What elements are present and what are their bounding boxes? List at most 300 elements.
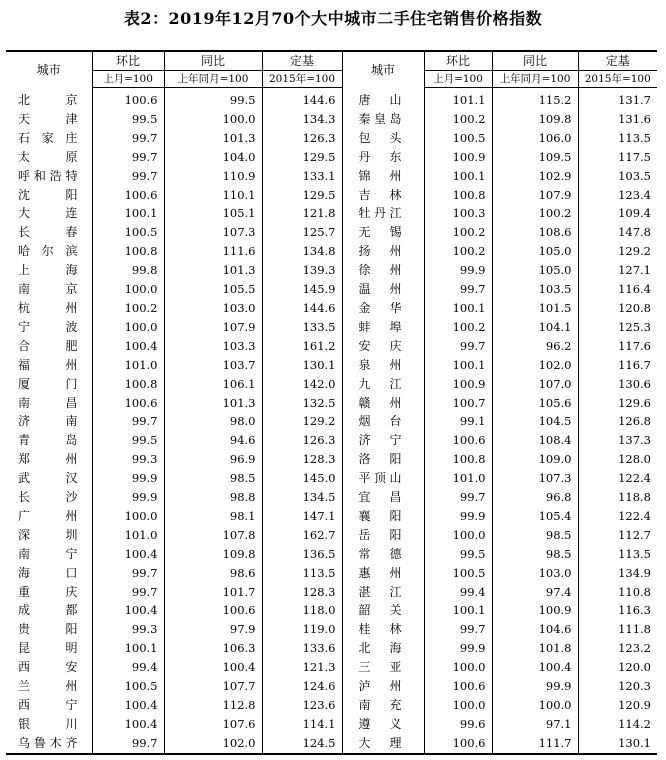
- left-mom-index: 100.5: [92, 223, 164, 242]
- table-row: [6, 167, 657, 186]
- right-city-name: 无锡: [342, 223, 424, 242]
- right-mom-index: 99.1: [424, 412, 492, 431]
- table-row: [6, 186, 657, 205]
- right-mom-index: 99.7: [424, 488, 492, 507]
- table-row: [6, 129, 657, 148]
- left-fixed-base-index: 144.6: [262, 88, 342, 110]
- right-yoy-index: 105.6: [492, 394, 578, 413]
- left-city-name: 南京: [18, 282, 78, 297]
- left-yoy-index: 106.1: [164, 375, 262, 394]
- left-city-name: 哈尔滨: [18, 244, 78, 259]
- right-fixed-base-index: 103.5: [578, 167, 657, 186]
- right-fixed-base-index: 137.3: [578, 431, 657, 450]
- right-fixed-base-index: 129.6: [578, 394, 657, 413]
- left-mom-index: 99.7: [92, 583, 164, 602]
- left-fixed-base-index: 124.5: [262, 734, 342, 754]
- right-city-name: 牡丹江: [342, 204, 424, 223]
- right-yoy-index: 102.9: [492, 167, 578, 186]
- right-yoy-index: 96.8: [492, 488, 578, 507]
- right-mom-index: 100.7: [424, 394, 492, 413]
- left-city-name: 长春: [18, 225, 78, 240]
- left-mom-index: 99.4: [92, 658, 164, 677]
- table-row: [6, 318, 657, 337]
- column-subheader-mom-base: 上月=100: [424, 71, 492, 88]
- right-fixed-base-index: 131.6: [578, 110, 657, 129]
- table-row: [6, 356, 657, 375]
- right-yoy-index: 105.4: [492, 507, 578, 526]
- column-header-yoy: 同比: [164, 51, 262, 71]
- right-mom-index: 100.6: [424, 734, 492, 754]
- right-mom-index: 99.7: [424, 280, 492, 299]
- left-mom-index: 99.7: [92, 412, 164, 431]
- right-city-name: 常德: [342, 545, 424, 564]
- left-yoy-index: 100.6: [164, 601, 262, 620]
- left-yoy-index: 98.8: [164, 488, 262, 507]
- left-yoy-index: 107.7: [164, 677, 262, 696]
- left-mom-index: 99.5: [92, 110, 164, 129]
- table-row: [6, 469, 657, 488]
- right-city-name: 惠州: [342, 564, 424, 583]
- right-mom-index: 100.8: [424, 450, 492, 469]
- table-row: [6, 337, 657, 356]
- left-mom-index: 100.8: [92, 242, 164, 261]
- left-city-name: 广州: [18, 508, 78, 523]
- left-mom-index: 100.0: [92, 318, 164, 337]
- right-yoy-index: 98.5: [492, 545, 578, 564]
- left-mom-index: 100.4: [92, 696, 164, 715]
- right-mom-index: 100.0: [424, 696, 492, 715]
- right-city-name: 锦州: [342, 167, 424, 186]
- left-yoy-index: 109.8: [164, 545, 262, 564]
- left-city-name: 宁波: [18, 319, 78, 334]
- right-yoy-index: 105.0: [492, 242, 578, 261]
- left-mom-index: 100.6: [92, 186, 164, 205]
- left-city-name: 北京: [18, 92, 78, 107]
- left-yoy-index: 98.5: [164, 469, 262, 488]
- right-fixed-base-index: 125.3: [578, 318, 657, 337]
- right-city-name: 蚌埠: [342, 318, 424, 337]
- left-city-name: 济南: [18, 414, 78, 429]
- column-subheader-fixed-base: 2015年=100: [578, 71, 657, 88]
- right-mom-index: 100.5: [424, 564, 492, 583]
- left-city-name: 合肥: [18, 338, 78, 353]
- right-yoy-index: 100.2: [492, 204, 578, 223]
- right-mom-index: 99.6: [424, 715, 492, 734]
- right-city-name: 九江: [342, 375, 424, 394]
- right-city-name: 济宁: [342, 431, 424, 450]
- right-mom-index: 100.6: [424, 431, 492, 450]
- left-mom-index: 99.7: [92, 167, 164, 186]
- left-mom-index: 100.5: [92, 677, 164, 696]
- left-mom-index: 99.3: [92, 620, 164, 639]
- left-fixed-base-index: 123.6: [262, 696, 342, 715]
- right-yoy-index: 107.9: [492, 186, 578, 205]
- right-yoy-index: 105.0: [492, 261, 578, 280]
- left-fixed-base-index: 136.5: [262, 545, 342, 564]
- right-fixed-base-index: 128.0: [578, 450, 657, 469]
- left-mom-index: 100.0: [92, 280, 164, 299]
- right-mom-index: 100.1: [424, 299, 492, 318]
- right-fixed-base-index: 112.7: [578, 526, 657, 545]
- right-city-name: 北海: [342, 639, 424, 658]
- left-city-name: 太原: [18, 149, 78, 164]
- left-mom-index: 99.8: [92, 261, 164, 280]
- right-fixed-base-index: 120.8: [578, 299, 657, 318]
- left-fixed-base-index: 128.3: [262, 450, 342, 469]
- right-mom-index: 100.1: [424, 167, 492, 186]
- right-yoy-index: 96.2: [492, 337, 578, 356]
- table-row: [6, 507, 657, 526]
- right-fixed-base-index: 116.4: [578, 280, 657, 299]
- right-yoy-index: 104.5: [492, 412, 578, 431]
- right-yoy-index: 100.4: [492, 658, 578, 677]
- right-yoy-index: 102.0: [492, 356, 578, 375]
- table-row: [6, 299, 657, 318]
- table-row: [6, 450, 657, 469]
- left-fixed-base-index: 124.6: [262, 677, 342, 696]
- left-yoy-index: 101.3: [164, 261, 262, 280]
- table-row: [6, 280, 657, 299]
- left-yoy-index: 105.1: [164, 204, 262, 223]
- left-fixed-base-index: 125.7: [262, 223, 342, 242]
- left-fixed-base-index: 129.2: [262, 412, 342, 431]
- table-row: [6, 696, 657, 715]
- left-fixed-base-index: 134.5: [262, 488, 342, 507]
- right-yoy-index: 101.5: [492, 299, 578, 318]
- right-fixed-base-index: 120.0: [578, 658, 657, 677]
- left-yoy-index: 112.8: [164, 696, 262, 715]
- right-mom-index: 100.0: [424, 526, 492, 545]
- table-row: [6, 431, 657, 450]
- right-fixed-base-index: 123.2: [578, 639, 657, 658]
- left-yoy-index: 111.6: [164, 242, 262, 261]
- right-yoy-index: 103.0: [492, 564, 578, 583]
- right-city-name: 韶关: [342, 601, 424, 620]
- left-yoy-index: 100.0: [164, 110, 262, 129]
- right-mom-index: 99.4: [424, 583, 492, 602]
- column-header-mom: 环比: [92, 51, 164, 71]
- left-yoy-index: 100.4: [164, 658, 262, 677]
- right-mom-index: 99.9: [424, 639, 492, 658]
- right-yoy-index: 109.5: [492, 148, 578, 167]
- right-city-name: 岳阳: [342, 526, 424, 545]
- right-fixed-base-index: 116.7: [578, 356, 657, 375]
- right-fixed-base-index: 131.7: [578, 88, 657, 110]
- right-city-name: 丹东: [342, 148, 424, 167]
- column-subheader-yoy-base: 上年同月=100: [164, 71, 262, 88]
- right-city-name: 大理: [342, 734, 424, 754]
- left-mom-index: 100.4: [92, 715, 164, 734]
- price-index-table: [6, 50, 657, 755]
- left-mom-index: 99.9: [92, 469, 164, 488]
- left-fixed-base-index: 147.1: [262, 507, 342, 526]
- left-fixed-base-index: 133.5: [262, 318, 342, 337]
- right-yoy-index: 98.5: [492, 526, 578, 545]
- right-fixed-base-index: 111.8: [578, 620, 657, 639]
- right-fixed-base-index: 130.6: [578, 375, 657, 394]
- table-row: [6, 545, 657, 564]
- table-row: [6, 658, 657, 677]
- left-yoy-index: 106.3: [164, 639, 262, 658]
- left-fixed-base-index: 144.6: [262, 299, 342, 318]
- column-header-fixed: 定基: [578, 51, 657, 71]
- right-yoy-index: 97.1: [492, 715, 578, 734]
- left-yoy-index: 107.8: [164, 526, 262, 545]
- left-mom-index: 101.0: [92, 526, 164, 545]
- right-fixed-base-index: 113.5: [578, 129, 657, 148]
- right-city-name: 徐州: [342, 261, 424, 280]
- right-fixed-base-index: 116.3: [578, 601, 657, 620]
- right-mom-index: 100.2: [424, 242, 492, 261]
- right-mom-index: 100.2: [424, 110, 492, 129]
- left-yoy-index: 98.1: [164, 507, 262, 526]
- column-header-city: 城市: [6, 51, 92, 88]
- table-row: [6, 601, 657, 620]
- table-row: [6, 620, 657, 639]
- right-yoy-index: 111.7: [492, 734, 578, 754]
- left-yoy-index: 101.3: [164, 394, 262, 413]
- right-mom-index: 100.9: [424, 148, 492, 167]
- left-mom-index: 100.1: [92, 204, 164, 223]
- left-mom-index: 100.0: [92, 507, 164, 526]
- table-row: [6, 488, 657, 507]
- column-header-city: 城市: [342, 51, 424, 88]
- left-fixed-base-index: 121.3: [262, 658, 342, 677]
- left-city-name: 厦门: [18, 376, 78, 391]
- right-city-name: 烟台: [342, 412, 424, 431]
- left-yoy-index: 107.9: [164, 318, 262, 337]
- left-yoy-index: 101.3: [164, 129, 262, 148]
- right-city-name: 金华: [342, 299, 424, 318]
- table-row: [6, 564, 657, 583]
- left-mom-index: 100.6: [92, 394, 164, 413]
- right-yoy-index: 107.3: [492, 469, 578, 488]
- table-row: [6, 734, 657, 754]
- right-mom-index: 100.5: [424, 129, 492, 148]
- column-subheader-mom-base: 上月=100: [92, 71, 164, 88]
- left-mom-index: 99.7: [92, 734, 164, 754]
- left-fixed-base-index: 114.1: [262, 715, 342, 734]
- left-yoy-index: 110.9: [164, 167, 262, 186]
- table-row: [6, 583, 657, 602]
- left-fixed-base-index: 133.6: [262, 639, 342, 658]
- left-city-name: 青岛: [18, 433, 78, 448]
- right-fixed-base-index: 134.9: [578, 564, 657, 583]
- table-row: [6, 261, 657, 280]
- left-city-name: 深圳: [18, 527, 78, 542]
- right-fixed-base-index: 118.8: [578, 488, 657, 507]
- right-city-name: 安庆: [342, 337, 424, 356]
- left-yoy-index: 110.1: [164, 186, 262, 205]
- left-fixed-base-index: 118.0: [262, 601, 342, 620]
- right-city-name: 唐山: [342, 88, 424, 110]
- left-fixed-base-index: 142.0: [262, 375, 342, 394]
- left-fixed-base-index: 113.5: [262, 564, 342, 583]
- left-mom-index: 101.0: [92, 356, 164, 375]
- left-fixed-base-index: 134.3: [262, 110, 342, 129]
- right-mom-index: 101.0: [424, 469, 492, 488]
- right-mom-index: 100.1: [424, 356, 492, 375]
- right-city-name: 桂林: [342, 620, 424, 639]
- right-yoy-index: 100.9: [492, 601, 578, 620]
- right-yoy-index: 100.0: [492, 696, 578, 715]
- right-mom-index: 100.6: [424, 677, 492, 696]
- right-city-name: 三亚: [342, 658, 424, 677]
- right-yoy-index: 103.5: [492, 280, 578, 299]
- left-city-name: 南宁: [18, 546, 78, 561]
- table-title: 表2：2019年12月70个大中城市二手住宅销售价格指数: [123, 9, 543, 28]
- left-fixed-base-index: 119.0: [262, 620, 342, 639]
- right-yoy-index: 101.8: [492, 639, 578, 658]
- table-row: [6, 394, 657, 413]
- table-row: [6, 148, 657, 167]
- left-fixed-base-index: 145.0: [262, 469, 342, 488]
- left-fixed-base-index: 134.8: [262, 242, 342, 261]
- left-yoy-index: 103.0: [164, 299, 262, 318]
- right-fixed-base-index: 117.5: [578, 148, 657, 167]
- left-yoy-index: 102.0: [164, 734, 262, 754]
- left-yoy-index: 107.6: [164, 715, 262, 734]
- left-fixed-base-index: 128.3: [262, 583, 342, 602]
- right-mom-index: 100.3: [424, 204, 492, 223]
- left-yoy-index: 101.7: [164, 583, 262, 602]
- right-city-name: 秦皇岛: [342, 110, 424, 129]
- right-fixed-base-index: 114.2: [578, 715, 657, 734]
- right-mom-index: 100.9: [424, 375, 492, 394]
- left-city-name: 郑州: [18, 452, 78, 467]
- right-city-name: 吉林: [342, 186, 424, 205]
- right-fixed-base-index: 110.8: [578, 583, 657, 602]
- left-city-name: 西宁: [18, 698, 78, 712]
- right-city-name: 泉州: [342, 356, 424, 375]
- right-city-name: 包头: [342, 129, 424, 148]
- right-yoy-index: 109.8: [492, 110, 578, 129]
- table-row: [6, 639, 657, 658]
- table-row: [6, 110, 657, 129]
- right-mom-index: 99.9: [424, 507, 492, 526]
- right-yoy-index: 99.9: [492, 677, 578, 696]
- left-fixed-base-index: 139.3: [262, 261, 342, 280]
- left-yoy-index: 99.5: [164, 88, 262, 110]
- left-fixed-base-index: 129.5: [262, 148, 342, 167]
- left-fixed-base-index: 162.7: [262, 526, 342, 545]
- right-fixed-base-index: 126.8: [578, 412, 657, 431]
- column-subheader-fixed-base: 2015年=100: [262, 71, 342, 88]
- left-city-name: 福州: [18, 357, 78, 372]
- right-mom-index: 101.1: [424, 88, 492, 110]
- table-row: [6, 715, 657, 734]
- right-mom-index: 100.2: [424, 318, 492, 337]
- left-fixed-base-index: 126.3: [262, 431, 342, 450]
- left-mom-index: 100.4: [92, 601, 164, 620]
- right-yoy-index: 108.6: [492, 223, 578, 242]
- right-city-name: 湛江: [342, 583, 424, 602]
- left-mom-index: 99.5: [92, 431, 164, 450]
- left-city-name: 昆明: [18, 641, 78, 656]
- right-mom-index: 100.2: [424, 223, 492, 242]
- right-city-name: 赣州: [342, 394, 424, 413]
- left-city-name: 乌鲁木齐: [6, 734, 92, 754]
- table-body: [6, 88, 657, 754]
- left-city-name: 武汉: [18, 471, 78, 486]
- left-fixed-base-index: 145.9: [262, 280, 342, 299]
- right-fixed-base-index: 127.1: [578, 261, 657, 280]
- left-yoy-index: 107.3: [164, 223, 262, 242]
- right-city-name: 温州: [342, 280, 424, 299]
- left-mom-index: 100.6: [92, 88, 164, 110]
- right-fixed-base-index: 122.4: [578, 507, 657, 526]
- left-mom-index: 99.7: [92, 564, 164, 583]
- right-city-name: 洛阳: [342, 450, 424, 469]
- right-yoy-index: 107.0: [492, 375, 578, 394]
- left-yoy-index: 105.5: [164, 280, 262, 299]
- right-yoy-index: 109.0: [492, 450, 578, 469]
- right-fixed-base-index: 122.4: [578, 469, 657, 488]
- left-city-name: 南昌: [18, 395, 78, 410]
- table-row: [6, 412, 657, 431]
- right-fixed-base-index: 120.3: [578, 677, 657, 696]
- right-fixed-base-index: 109.4: [578, 204, 657, 223]
- right-city-name: 泸州: [342, 677, 424, 696]
- left-mom-index: 99.3: [92, 450, 164, 469]
- right-mom-index: 99.7: [424, 620, 492, 639]
- right-city-name: 南充: [342, 696, 424, 715]
- table-row: [6, 204, 657, 223]
- right-mom-index: 99.7: [424, 337, 492, 356]
- table-row: [6, 88, 657, 110]
- left-mom-index: 99.9: [92, 488, 164, 507]
- right-yoy-index: 104.1: [492, 318, 578, 337]
- table-row: [6, 677, 657, 696]
- left-yoy-index: 98.6: [164, 564, 262, 583]
- right-mom-index: 100.8: [424, 186, 492, 205]
- left-fixed-base-index: 130.1: [262, 356, 342, 375]
- table-row: [6, 242, 657, 261]
- left-city-name: 呼和浩特: [18, 168, 78, 183]
- table-row: [6, 223, 657, 242]
- right-yoy-index: 115.2: [492, 88, 578, 110]
- right-fixed-base-index: 117.6: [578, 337, 657, 356]
- right-mom-index: 100.0: [424, 658, 492, 677]
- left-city-name: 大连: [18, 206, 78, 221]
- right-city-name: 平顶山: [342, 469, 424, 488]
- left-mom-index: 99.7: [92, 148, 164, 167]
- right-city-name: 宜昌: [342, 488, 424, 507]
- left-yoy-index: 98.0: [164, 412, 262, 431]
- left-mom-index: 100.2: [92, 299, 164, 318]
- left-mom-index: 100.4: [92, 545, 164, 564]
- left-city-name: 银川: [18, 716, 78, 731]
- left-city-name: 重庆: [18, 584, 78, 599]
- table-row: [6, 375, 657, 394]
- right-fixed-base-index: 130.1: [578, 734, 657, 754]
- left-yoy-index: 103.3: [164, 337, 262, 356]
- right-fixed-base-index: 120.9: [578, 696, 657, 715]
- left-mom-index: 99.7: [92, 129, 164, 148]
- column-header-fixed: 定基: [262, 51, 342, 71]
- left-city-name: 上海: [18, 263, 78, 278]
- left-city-name: 成都: [18, 603, 78, 618]
- left-city-name: 杭州: [18, 300, 78, 315]
- left-yoy-index: 104.0: [164, 148, 262, 167]
- right-yoy-index: 108.4: [492, 431, 578, 450]
- right-mom-index: 99.5: [424, 545, 492, 564]
- left-city-name: 贵阳: [18, 622, 78, 637]
- right-city-name: 遵义: [342, 715, 424, 734]
- right-fixed-base-index: 113.5: [578, 545, 657, 564]
- left-mom-index: 100.4: [92, 337, 164, 356]
- left-fixed-base-index: 161.2: [262, 337, 342, 356]
